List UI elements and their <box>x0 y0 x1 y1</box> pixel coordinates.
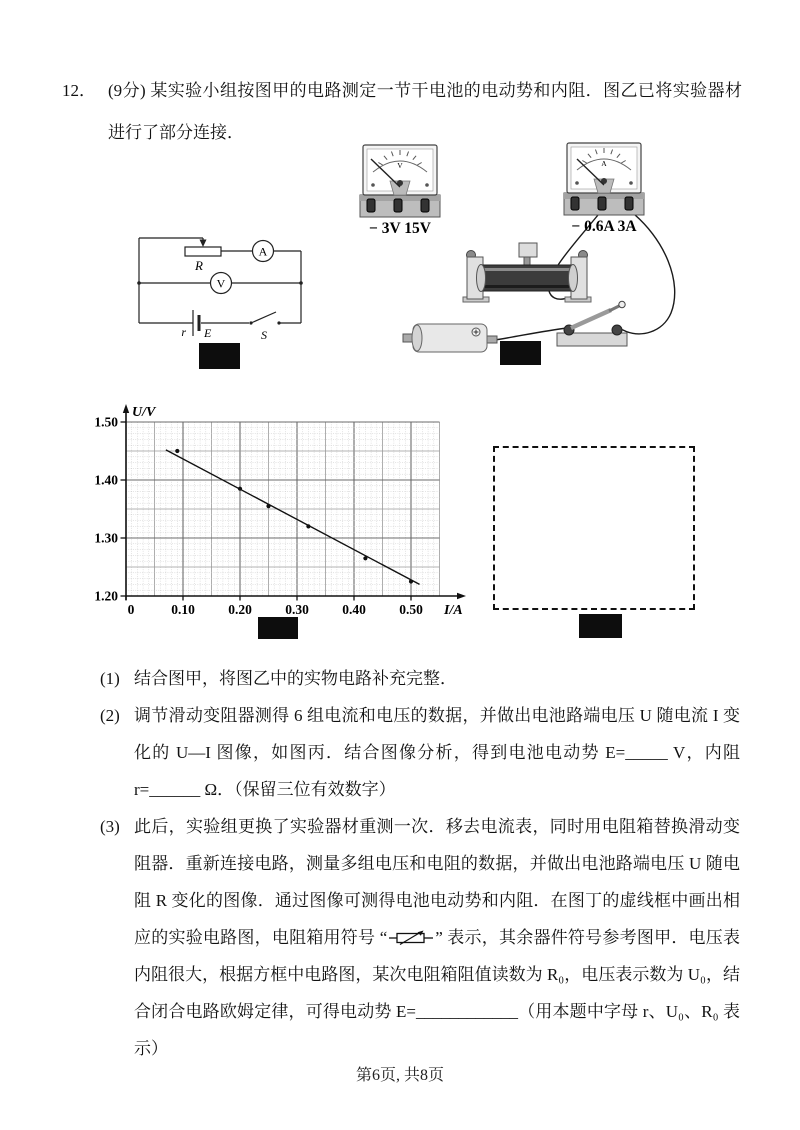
svg-text:1.30: 1.30 <box>94 530 118 546</box>
redacted-caption-ding <box>579 614 622 638</box>
svg-text:1.20: 1.20 <box>94 588 118 604</box>
part-3-text-after: ” 表示，其余器件符号参考图甲．电压表内阻很大，根据方框中电路图，某次电阻箱阻值读数为 R₀，电压表示数为 U₀，结合闭合电路欧姆定律，可得电动势 E=____________（用本题中字母 r、U₀、R₀ 表示） <box>134 928 741 1058</box>
part-3-text <box>134 808 740 1067</box>
part-3-text-before: 此后，实验组更换了实验器材重测一次．移去电流表，同时用电阻箱替换滑动变阻器．重新连接电路，测量多组电压和电阻的数据，并做出电池路端电压 U 随电阻 R 变化的图像．通过图像可测得电池电动势和内阻．在图丁的虚线框中画出相应的实验电路图，电阻箱用符号 “ <box>134 817 740 947</box>
junction-dot <box>137 281 141 285</box>
part-1 <box>100 660 740 697</box>
rheostat-device <box>463 243 591 302</box>
junction-dot <box>299 281 303 285</box>
part-2-marker: (2) <box>100 706 120 725</box>
svg-text:0: 0 <box>127 602 135 617</box>
svg-text:0.40: 0.40 <box>342 602 366 617</box>
switch-lever <box>571 310 611 328</box>
part-2 <box>100 697 740 808</box>
switch-post <box>277 321 280 324</box>
voltmeter-rating: − 3V 15V <box>369 220 431 237</box>
part-1-marker: (1) <box>100 669 120 688</box>
battery-device <box>403 324 497 352</box>
redacted-caption-yi <box>500 341 541 365</box>
label-E: E <box>204 326 212 340</box>
apparatus-figure-yi <box>345 133 700 373</box>
svg-text:0.50: 0.50 <box>399 602 423 617</box>
slider-arrow-icon <box>200 240 207 248</box>
question-intro: (9分) 某实验小组按图甲的电路测定一节干电池的电动势和内阻．图乙已将实验器材进行了部分连接． <box>108 81 742 142</box>
ammeter-rating: − 0.6A 3A <box>571 218 637 235</box>
svg-text:I/A: I/A <box>444 603 463 618</box>
part-2-text: 调节滑动变阻器测得 6 组电流和电压的数据，并做出电池路端电压 U 随电流 I 变化的 U—I 图像，如图丙．结合图像分析，得到电池电动势 E=_____ V，内阻 r=______ Ω．（保留三位有效数字） <box>134 706 740 799</box>
label-R: R <box>195 258 203 273</box>
voltmeter-device <box>360 145 440 237</box>
circuit-diagram-jia <box>123 228 313 353</box>
redacted-caption-bing <box>258 617 298 639</box>
svg-text:0.30: 0.30 <box>285 602 309 617</box>
rheostat-symbol <box>185 247 221 256</box>
resistance-box-symbol-icon <box>389 930 433 946</box>
label-V: V <box>216 276 226 291</box>
voltmeter-dial-letter: V <box>397 161 403 170</box>
part-3 <box>100 808 740 1067</box>
svg-text:1.40: 1.40 <box>94 472 118 488</box>
ammeter-dial-letter: A <box>601 159 607 168</box>
switch-lever <box>251 312 276 323</box>
switch-device <box>557 301 627 346</box>
question-parts <box>100 660 740 1067</box>
svg-text:0.10: 0.10 <box>171 602 195 617</box>
graph-svg <box>92 402 487 624</box>
rheostat-slider <box>519 243 537 257</box>
svg-text:0.20: 0.20 <box>228 602 252 617</box>
label-r: r <box>181 325 186 339</box>
ammeter-device <box>564 143 644 235</box>
answer-drawing-box <box>493 446 695 610</box>
page-footer: 第6页, 共8页 <box>355 1067 444 1084</box>
label-S: S <box>261 328 267 342</box>
question-number: 12． <box>62 81 96 100</box>
svg-text:U/V: U/V <box>132 405 156 420</box>
part-3-marker: (3) <box>100 817 120 836</box>
svg-text:1.50: 1.50 <box>94 414 118 430</box>
redacted-caption-jia <box>199 343 240 369</box>
label-A: A <box>258 244 268 259</box>
part-1-text: 结合图甲，将图乙中的实物电路补充完整． <box>134 669 457 688</box>
